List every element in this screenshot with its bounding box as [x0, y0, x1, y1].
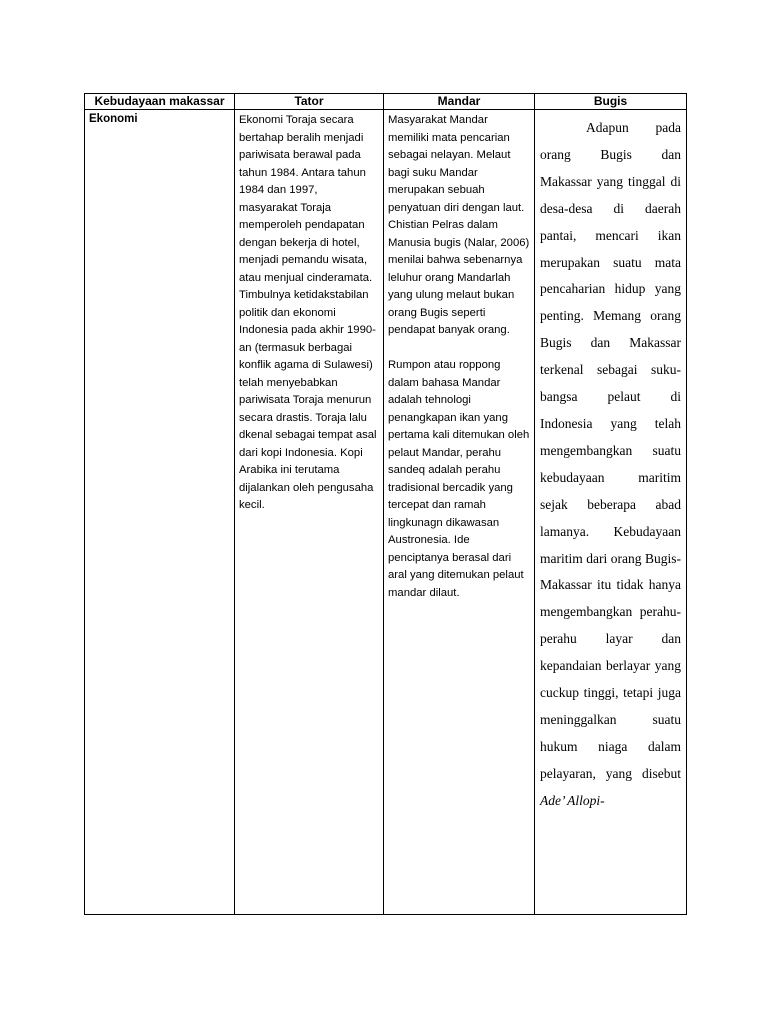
mandar-paragraph-1: Masyarakat Mandar memiliki mata pencarian sebagai nelayan. Melaut bagi suku Mandar merupakan sebuah penyatuan diri dengan laut. Chistian Pelras dalam Manusia bugis (Nalar, 2006) menilai bahwa sebenarnya leluhur orang Mandarlah yang ulung melaut bukan orang Bugis seperti pendapat banyak orang.	[388, 114, 530, 336]
bugis-paragraph	[540, 115, 681, 815]
tator-text: Ekonomi Toraja secara bertahap beralih menjadi pariwisata berawal pada tahun 1984. Antara tahun 1984 dan 1997, masyarakat Toraja memperoleh pendapatan dengan bekerja di hotel, menjadi pemandu wisata, atau menjual cinderamata. Timbulnya ketidakstabilan politik dan ekonomi Indonesia pada akhir 1990-an (termasuk berbagai konflik agama di Sulawesi) telah menyebabkan pariwisata Toraja menurun secara drastis. Toraja lalu dkenal sebagai tempat asal dari kopi Indonesia. Kopi Arabika ini terutama dijalankan oleh pengusaha kecil.	[239, 114, 377, 511]
cell-mandar	[384, 110, 535, 915]
header-tator: Tator	[235, 94, 384, 110]
cell-bugis	[535, 110, 687, 915]
cell-row-label	[85, 110, 235, 915]
table-row-ekonomi	[85, 110, 687, 915]
header-bugis: Bugis	[535, 94, 687, 110]
mandar-paragraph-2: Rumpon atau roppong dalam bahasa Mandar adalah tehnologi penangkapan ikan yang pertama kali ditemukan oleh pelaut Mandar, perahu sandeq adalah perahu tradisional bercadik yang tercepat dan ramah lingkunagn dikawasan Austronesia. Ide penciptanya berasal dari aral yang ditemukan pelaut mandar dilaut.	[388, 359, 530, 599]
bugis-text: Adapun pada orang Bugis dan Makassar yang tinggal di desa-desa di daerah pantai, mencari ikan merupakan suatu mata pencaharian hidup yang penting. Memang orang Bugis dan Makassar terkenal sebagai suku-bangsa pelaut di Indonesia yang telah mengembangkan suatu kebudayaan maritim sejak beberapa abad lamanya. Kebudayaan maritim dari orang Bugis-Makassar itu tidak hanya mengembangkan perahu-perahu layar dan kepandaian berlayar yang cuckup tinggi, tetapi juga meninggalkan suatu hukum niaga dalam pelayaran, yang disebut	[540, 120, 681, 781]
table-header-row	[85, 94, 687, 110]
row-label-ekonomi: Ekonomi	[89, 113, 138, 125]
header-kebudayaan-makassar: Kebudayaan makassar	[85, 94, 235, 110]
culture-comparison-table	[84, 93, 687, 915]
cell-tator	[235, 110, 384, 915]
header-mandar: Mandar	[384, 94, 535, 110]
bugis-term: Ade’ Allopi-	[540, 792, 605, 808]
